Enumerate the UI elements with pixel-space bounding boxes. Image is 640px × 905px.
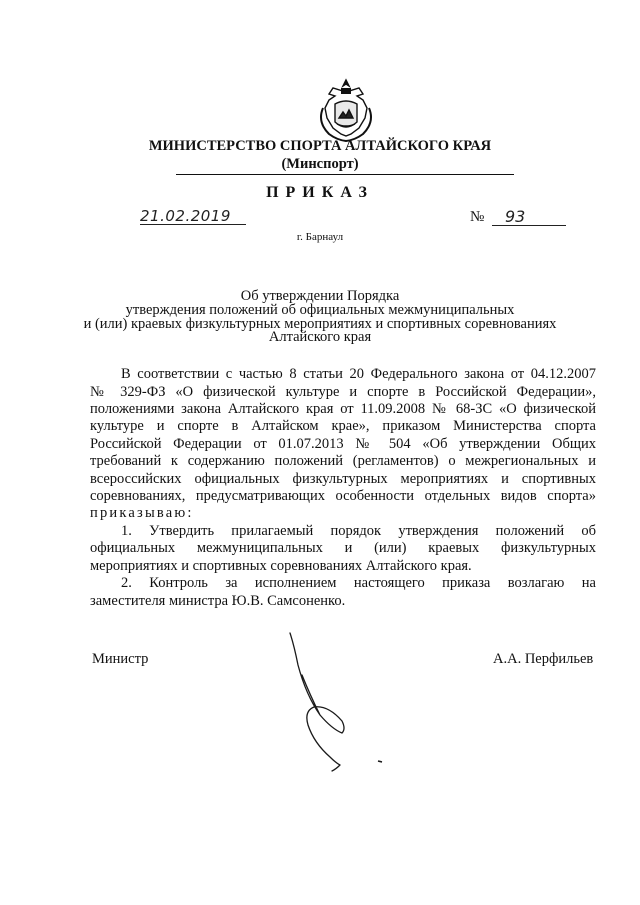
signatory-role: Министр <box>92 651 149 667</box>
document-title-line: Об утверждении Порядка <box>240 288 400 304</box>
handwritten-signature <box>280 625 390 775</box>
body-line: Российской Федерации от 01.07.2013 № 504 «Об утверждении Общих <box>90 436 596 452</box>
body-line: положениями закона Алтайского края от 11.09.2008 № 68-ЗС «О физической <box>90 401 596 417</box>
body-line: всероссийских официальных физкультурных мероприятиях и спортивных <box>90 471 596 487</box>
body-line: требований к содержанию положений (регламентов) о межрегиональных и <box>90 453 596 469</box>
body-line: соревнованиях, предусматривающих особенности отдельных видов спорта» <box>90 488 596 504</box>
body-line: В соответствии с частью 8 статьи 20 Федерального закона от 04.12.2007 <box>121 366 596 382</box>
document-title-line: Алтайского края <box>268 329 372 345</box>
document-title-line: и (или) краевых физкультурных мероприятиях и спортивных соревнованиях <box>83 316 557 332</box>
signatory-name: А.А. Перфильев <box>493 651 594 667</box>
number-underline <box>492 225 566 226</box>
body-line: официальных межмуниципальных и (или) краевых физкультурных <box>90 540 596 556</box>
document-title-line: утверждения положений об официальных межмуниципальных <box>125 302 515 318</box>
document-date: 21.02.2019 <box>140 207 231 225</box>
date-underline <box>140 224 246 225</box>
body-line: № 329-ФЗ «О физической культуре и спорте в Российской Федерации», <box>90 384 596 400</box>
body-line: заместителя министра Ю.В. Самсоненко. <box>90 593 346 609</box>
order-word: приказываю: <box>90 505 194 521</box>
body-line: 1. Утвердить прилагаемый порядок утверждения положений об <box>121 523 596 539</box>
ministry-short-name: (Минспорт) <box>281 156 359 172</box>
header-divider <box>176 174 514 175</box>
body-line: 2. Контроль за исполнением настоящего приказа возлагаю на <box>121 575 596 591</box>
city: г. Барнаул <box>296 231 344 243</box>
ministry-name: МИНИСТЕРСТВО СПОРТА АЛТАЙСКОГО КРАЯ <box>148 138 492 154</box>
document-number: 93 <box>505 207 526 226</box>
number-label: № <box>470 209 485 225</box>
body-line: культуре и спорте в Алтайском крае», приказом Министерства спорта <box>90 418 596 434</box>
document-type: ПРИКАЗ <box>266 184 374 201</box>
coat-of-arms-icon <box>315 78 377 144</box>
body-line: мероприятиях и спортивных соревнованиях Алтайского края. <box>90 558 472 574</box>
